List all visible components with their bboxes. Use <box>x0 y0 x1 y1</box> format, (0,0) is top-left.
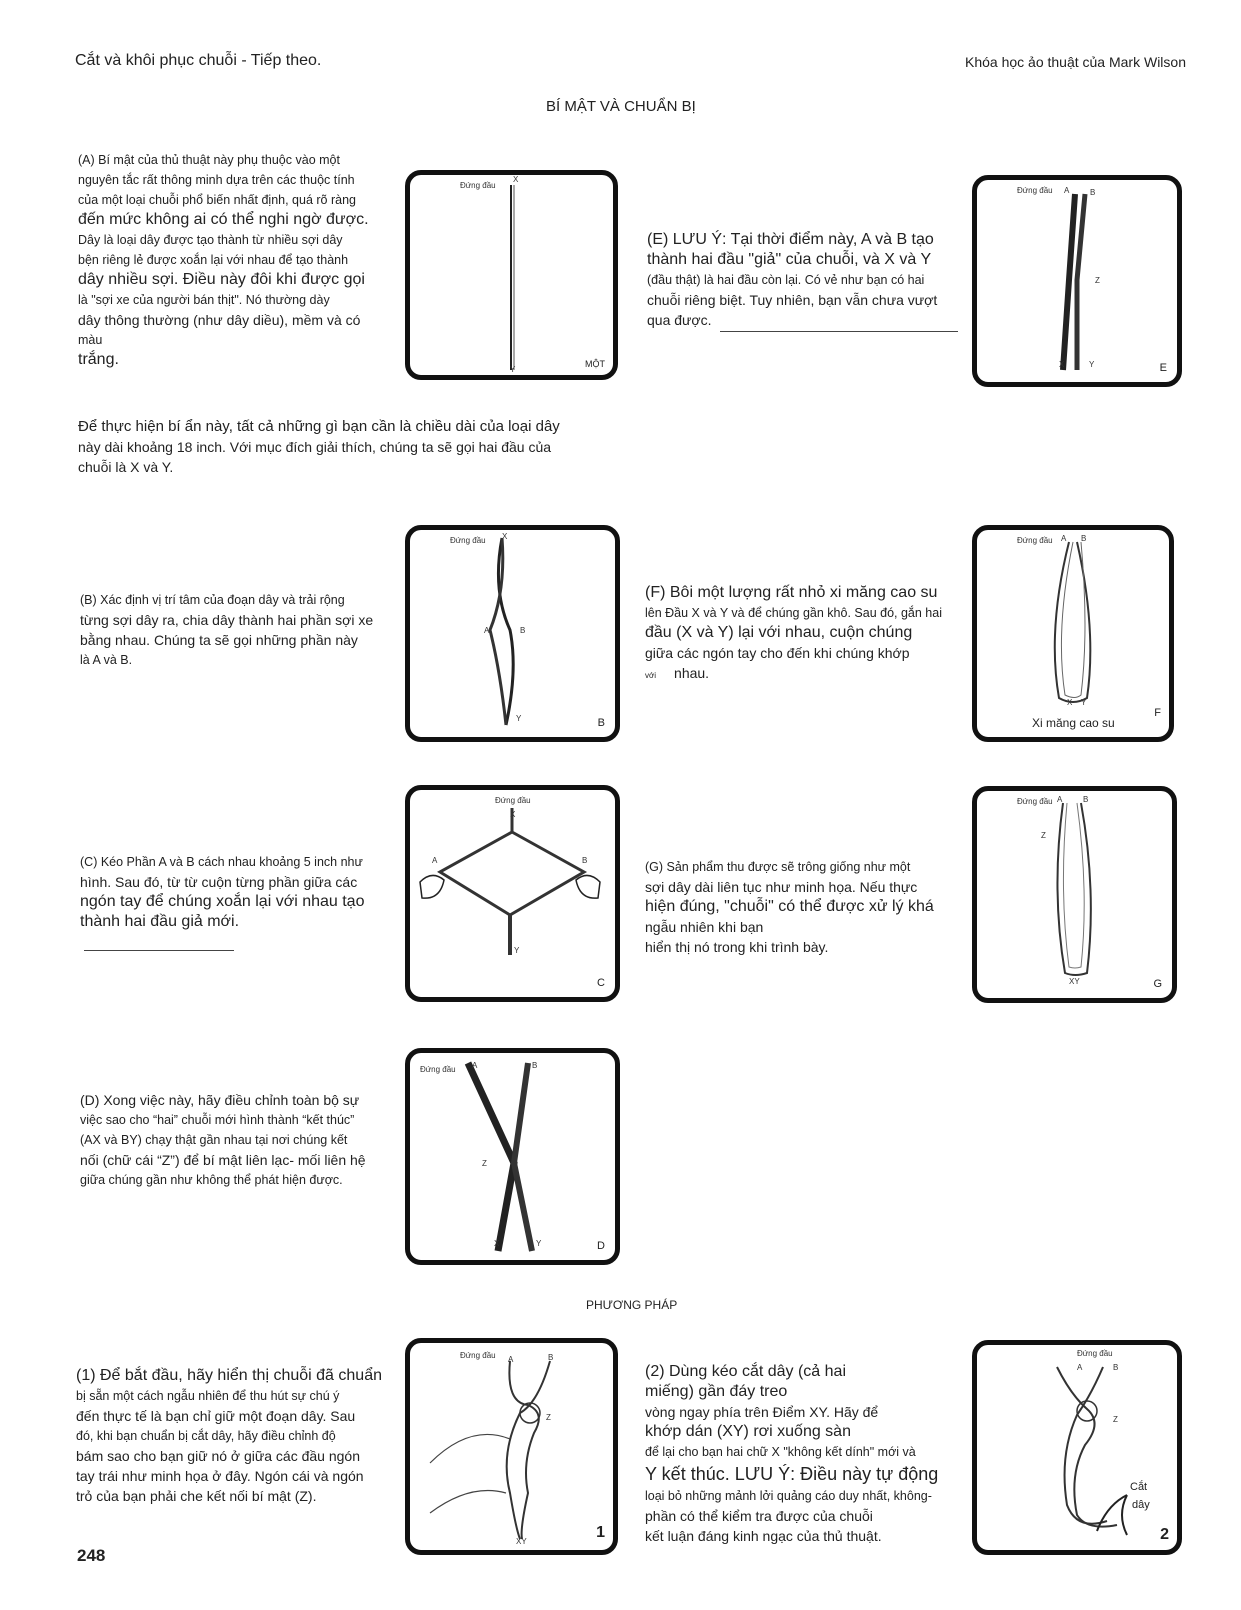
paragraph-a: (A) Bí mật của thủ thuật này phụ thuộc vào một nguyên tắc rất thông minh dựa trên các thuộc tính của một loại chuỗi phổ biến nhất định, quá rõ ràng đến mức không ai có thể nghi ngờ được. Dây là loại dây được tạo thành từ nhiều sợi dây bện riêng lẻ được xoắn lại với nhau để tạo thành dây nhiều sợi. Điều này đôi khi được gọi là "sợi xe của người bán thịt". Nó thường dày dây thông thường (như dây diều), mềm và có màu trắng. <box>78 153 369 368</box>
figure-b <box>405 525 620 742</box>
paragraph-method-2: (2) Dùng kéo cắt dây (cả hai miếng) gần đáy treo vòng ngay phía trên Điểm XY. Hãy để khớp dán (XY) rơi xuống sàn để lại cho bạn hai chữ X "không kết dính" mới và Y kết thúc. LƯU Ý: Điều này tự động loại bỏ những mảnh lởi quảng cáo duy nhất, không- phần có thể kiểm tra được của chuỗi kết luận đáng kinh ngạc của thủ thuật. <box>645 1363 939 1544</box>
mark-x: X <box>1059 360 1065 369</box>
paragraph-b: (B) Xác định vị trí tâm của đoạn dây và trải rộng từng sợi dây ra, chia dây thành hai phần sợi xe bằng nhau. Chúng ta sẽ gọi những phần này là A và B. <box>80 593 374 667</box>
header-right: Khóa học ảo thuật của Mark Wilson <box>964 54 1186 70</box>
figure-f <box>972 525 1174 742</box>
method-title: PHƯƠNG PHÁP <box>586 1298 678 1312</box>
paragraph-d: (D) Xong việc này, hãy điều chỉnh toàn bộ sự việc sao cho “hai” chuỗi mới hình thành “kết thúc” (AX và BY) chạy thật gần nhau tại nơi chúng kết nối (chữ cái “Z”) để bí mật liên lạc- mối liên hệ giữa chúng gần như không thể phát hiện được. <box>80 1092 366 1187</box>
figure-method-2 <box>972 1340 1182 1555</box>
top-label: Đứng đầu <box>1017 536 1053 545</box>
mark-xy: XY <box>516 1537 527 1546</box>
top-label: Đứng đầu <box>460 1351 496 1360</box>
mark-a: A <box>432 856 438 865</box>
mark-z: Z <box>1041 831 1046 840</box>
figure-method-1-drawing <box>410 1343 613 1550</box>
paragraph-g: (G) Sản phẩm thu được sẽ trông giống như một sợi dây dài liên tục như minh họa. Nếu thực hiện đúng, "chuỗi" có thể được xử lý khá ngẫu nhiên khi bạn hiển thị nó trong khi trình bày. <box>645 860 934 955</box>
figure-c <box>405 785 620 1002</box>
mark-a: A <box>1061 534 1067 543</box>
mark-b: B <box>548 1353 554 1362</box>
paragraph-f: (F) Bôi một lượng rất nhỏ xi măng cao su lên Đầu X và Y và để chúng gần khô. Sau đó, gắn hai đầu (X và Y) lại với nhau, cuộn chúng giữa các ngón tay cho đến khi chúng khớp với nhau. <box>645 584 942 681</box>
mark-x: X <box>502 532 508 541</box>
mark-z: Z <box>1113 1415 1118 1424</box>
mark-y: Y <box>536 1239 542 1248</box>
cut-caption-2: dây <box>1132 1499 1150 1511</box>
figure-g <box>972 786 1177 1003</box>
mark-a: A <box>472 1061 478 1070</box>
figure-method-1-label: 1 <box>596 1524 605 1541</box>
top-label: Đứng đầu <box>420 1065 456 1074</box>
figure-g-drawing <box>977 791 1172 998</box>
figure-c-drawing <box>410 790 615 997</box>
divider <box>720 331 958 332</box>
cut-caption-1: Cắt <box>1130 1481 1148 1493</box>
figure-method-2-drawing <box>977 1345 1177 1550</box>
top-label: Đứng đầu <box>460 181 496 190</box>
mark-z: Z <box>482 1159 487 1168</box>
figure-b-label: B <box>597 717 605 729</box>
divider <box>84 950 234 951</box>
figure-b-drawing <box>410 530 615 737</box>
mark-x: X <box>1067 698 1073 707</box>
top-label: Đứng đầu <box>450 536 486 545</box>
figure-a <box>405 170 618 380</box>
figure-a-drawing <box>410 175 613 375</box>
mark-y: Y <box>516 714 522 723</box>
figure-f-drawing <box>977 530 1169 737</box>
figure-f-label: F <box>1154 707 1161 719</box>
section-title: BÍ MẬT VÀ CHUẨN BỊ <box>546 98 696 115</box>
figure-a-label: MỘT <box>585 359 605 369</box>
figure-e-drawing <box>977 180 1177 382</box>
paragraph-c: (C) Kéo Phần A và B cách nhau khoảng 5 inch như hình. Sau đó, từ từ cuộn từng phần giữa các ngón tay để chúng xoắn lại với nhau tạo thành hai đầu giả mới. <box>80 855 365 930</box>
top-label: Đứng đầu <box>1077 1349 1113 1358</box>
mark-x: X <box>494 1239 500 1248</box>
mark-a: A <box>1064 186 1070 195</box>
mark-z: Z <box>546 1413 551 1422</box>
mark-b: B <box>1113 1363 1119 1372</box>
mark-a: A <box>484 626 490 635</box>
mark-y: Y <box>510 365 516 374</box>
paragraph-method-1: (1) Để bắt đầu, hãy hiển thị chuỗi đã chuẩn bị sẵn một cách ngẫu nhiên để thu hút sự chú ý đến thực tế là bạn chỉ giữ một đoạn dây. Sau đó, khi bạn chuẩn bị cắt dây, hãy điều chỉnh độ bám sao cho bạn giữ nó ở giữa các đầu ngón tay trái như minh họa ở đây. Ngón cái và ngón trỏ của bạn phải che kết nối bí mật (Z). <box>76 1367 382 1504</box>
figure-method-2-label: 2 <box>1160 1526 1169 1543</box>
mark-b: B <box>1090 188 1096 197</box>
mark-z: Z <box>1095 276 1100 285</box>
mark-a: A <box>1057 795 1063 804</box>
mark-a: A <box>508 1355 514 1364</box>
mark-b: B <box>1083 795 1089 804</box>
mark-x: X <box>513 175 519 184</box>
mark-b: B <box>582 856 588 865</box>
figure-d-label: D <box>597 1240 605 1252</box>
page-number: 248 <box>77 1546 106 1565</box>
figure-g-label: G <box>1153 978 1162 990</box>
mark-xy: XY <box>1069 977 1080 986</box>
figure-e <box>972 175 1182 387</box>
top-label: Đứng đầu <box>1017 186 1053 195</box>
mark-b: B <box>520 626 526 635</box>
figure-c-label: C <box>597 977 605 989</box>
mark-y: Y <box>514 946 520 955</box>
header-left: Cắt và khôi phục chuỗi - Tiếp theo. <box>75 52 322 69</box>
figure-d <box>405 1048 620 1265</box>
top-label: Đứng đầu <box>495 796 531 805</box>
mark-b: B <box>532 1061 538 1070</box>
rubber-cement-caption: Xi măng cao su <box>1032 716 1115 730</box>
mark-y: Y <box>1089 360 1095 369</box>
intro-paragraph: Để thực hiện bí ẩn này, tất cả những gì bạn cần là chiều dài của loại dây này dài khoảng 18 inch. Với mục đích giải thích, chúng ta sẽ gọi hai đầu của chuỗi là X và Y. <box>78 418 560 475</box>
top-label: Đứng đầu <box>1017 797 1053 806</box>
paragraph-e: (E) LƯU Ý: Tại thời điểm này, A và B tạo thành hai đầu "giả" của chuỗi, và X và Y (đầu thật) là hai đầu còn lại. Có vẻ như bạn có hai chuỗi riêng biệt. Tuy nhiên, bạn vẫn chưa vượt qua được. <box>647 231 938 328</box>
figure-method-1 <box>405 1338 618 1555</box>
mark-x: X <box>510 810 516 819</box>
figure-e-label: E <box>1159 362 1167 374</box>
mark-b: B <box>1081 534 1087 543</box>
mark-a: A <box>1077 1363 1083 1372</box>
figure-d-drawing <box>410 1053 615 1260</box>
mark-y: Y <box>1081 698 1087 707</box>
